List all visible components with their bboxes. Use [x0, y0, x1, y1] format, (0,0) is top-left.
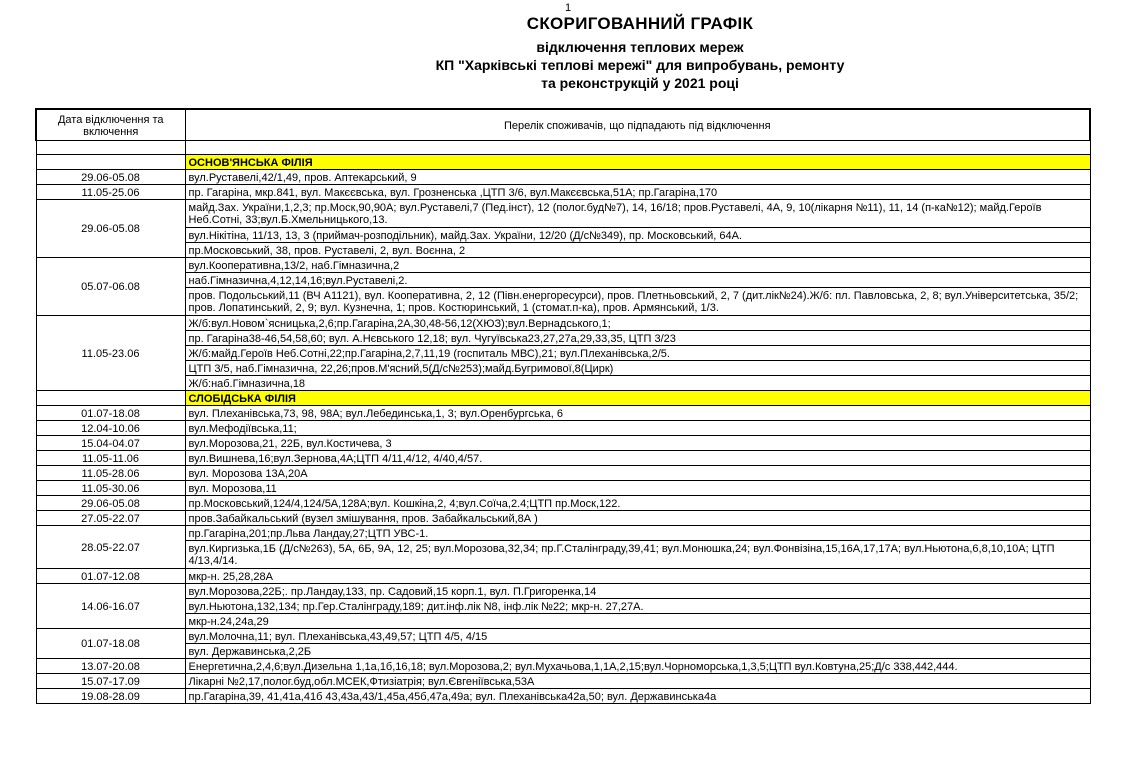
date-cell: 13.07-20.08	[36, 659, 185, 674]
document-subtitle-line-3: та реконструкцій у 2021 році	[541, 75, 739, 91]
table-row	[36, 481, 1090, 496]
date-cell: 19.08-28.09	[36, 689, 185, 704]
table-row	[36, 331, 1090, 346]
table-row	[36, 674, 1090, 689]
branch-name: ОСНОВ'ЯНСЬКА ФІЛІЯ	[185, 155, 1090, 170]
date-cell: 12.04-10.06	[36, 421, 185, 436]
branch-name: СЛОБІДСЬКА ФІЛІЯ	[185, 391, 1090, 406]
spacer-row	[36, 141, 1090, 155]
header-date: Дата відключення та включення	[36, 109, 185, 141]
consumers-cell: пр.Московський, 38, пров. Руставелі, 2, вул. Воєнна, 2	[185, 243, 1090, 258]
table-row	[36, 376, 1090, 391]
table-row	[36, 258, 1090, 273]
table-row	[36, 436, 1090, 451]
consumers-cell: Ж/б:вул.Новом`ясницька,2,6;пр.Гагаріна,2А,30,48-56,12(ХЮЗ);вул.Вернадського,1;	[185, 316, 1090, 331]
table-row	[36, 228, 1090, 243]
schedule-table	[35, 108, 1091, 704]
table-header-row	[36, 109, 1090, 141]
table-row	[36, 273, 1090, 288]
date-cell: 29.06-05.08	[36, 200, 185, 258]
table-row	[36, 689, 1090, 704]
date-cell: 11.05-11.06	[36, 451, 185, 466]
date-cell: 11.05-28.06	[36, 466, 185, 481]
table-row	[36, 629, 1090, 644]
table-row	[36, 361, 1090, 376]
date-cell: 15.07-17.09	[36, 674, 185, 689]
consumers-cell: вул. Державинська,2,2Б	[185, 644, 1090, 659]
date-cell: 27.05-22.07	[36, 511, 185, 526]
consumers-cell: мкр-н.24,24а,29	[185, 614, 1090, 629]
consumers-cell: вул.Ньютона,132,134; пр.Гер.Сталінграду,189; дит.інф.лік N8, інф.лік №22; мкр-н. 27,27А.	[185, 599, 1090, 614]
table-row	[36, 451, 1090, 466]
consumers-cell: пров.Забайкальський (вузел змішування, пров. Забайкальський,8А )	[185, 511, 1090, 526]
date-cell: 29.06-05.08	[36, 170, 185, 185]
table-row	[36, 659, 1090, 674]
consumers-cell: вул.Киргизька,1Б (Д/с№263), 5А, 6Б, 9А, 12, 25; вул.Морозова,32,34; пр.Г.Сталінграду,39,41; вул.Монюшка,24; вул.Фонвізіна,15,16А,17,17А; вул.Ньютона,6,8,10,10А; ЦТП 4/13,4/14.	[185, 541, 1090, 569]
consumers-cell: Ж/б:наб.Гімназична,18	[185, 376, 1090, 391]
consumers-cell: вул.Кооперативна,13/2, наб.Гімназична,2	[185, 258, 1090, 273]
document-subtitle-line-1: відключення теплових мереж	[536, 39, 744, 55]
date-cell: 01.07-18.08	[36, 406, 185, 421]
table-row	[36, 200, 1090, 228]
table-row	[36, 599, 1090, 614]
branch-row	[36, 391, 1090, 406]
consumers-cell: вул.Руставелі,42/1,49, пров. Аптекарський, 9	[185, 170, 1090, 185]
table-row	[36, 346, 1090, 361]
table-row	[36, 541, 1090, 569]
consumers-cell: наб.Гімназична,4,12,14,16;вул.Руставелі,2.	[185, 273, 1090, 288]
date-cell: 11.05-23.06	[36, 316, 185, 391]
consumers-cell: вул. Морозова,11	[185, 481, 1090, 496]
consumers-cell: Енергетична,2,4,6;вул.Дизельна 1,1а,1б,16,18; вул.Морозова,2; вул.Мухачьова,1,1А,2,15;вул.Чорноморська,1,3,5;ЦТП вул.Ковтуна,25;Д/с 338,442,444.	[185, 659, 1090, 674]
consumers-cell: вул. Морозова 13А,20А	[185, 466, 1090, 481]
table-row	[36, 584, 1090, 599]
consumers-cell: пр.Гагаріна,201;пр.Льва Ландау,27;ЦТП УВС-1.	[185, 526, 1090, 541]
consumers-cell: вул.Морозова,21, 22Б, вул.Костичева, 3	[185, 436, 1090, 451]
table-row	[36, 288, 1090, 316]
date-cell: 14.06-16.07	[36, 584, 185, 629]
consumers-cell: Ж/б:майд.Героїв Неб.Сотні,22;пр.Гагаріна,2,7,11,19 (госпиталь МВС),21; вул.Плеханівська,2/5.	[185, 346, 1090, 361]
consumers-cell: вул.Молочна,11; вул. Плеханівська,43,49,57; ЦТП 4/5, 4/15	[185, 629, 1090, 644]
table-row	[36, 614, 1090, 629]
date-cell: 05.07-06.08	[36, 258, 185, 316]
consumers-cell: вул.Мефодіївська,11;	[185, 421, 1090, 436]
table-row	[36, 406, 1090, 421]
document-subtitle-line-2: КП "Харківські теплові мережі" для випробувань, ремонту	[435, 57, 845, 73]
table-row	[36, 466, 1090, 481]
header-consumers: Перелік споживачів, що підпадають під відключення	[185, 109, 1090, 141]
table-row	[36, 526, 1090, 541]
consumers-cell: вул.Нікітіна, 11/13, 13, 3 (приймач-розподільник), майд.Зах. України, 12/20 (Д/с№349), пр. Московський, 64А.	[185, 228, 1090, 243]
date-cell: 15.04-04.07	[36, 436, 185, 451]
consumers-cell: пр. Гагаріна, мкр.841, вул. Макєєвська, вул. Грозненська ,ЦТП 3/6, вул.Макєєвська,51А; пр.Гагаріна,170	[185, 185, 1090, 200]
date-cell: 29.06-05.08	[36, 496, 185, 511]
consumers-cell: пров. Подольський,11 (ВЧ А1121), вул. Кооперативна, 2, 12 (Півн.енергоресурси), пров. Плетньовський, 2, 7 (дит.лік№24).Ж/б: пл. Павловська, 2, 8; вул.Університетська, 35/2; пров. Лопатинський, 2, 9; вул. Кузнечна, 1; пров. Костюринський, 1 (стомат.п-ка), пров. Армянський, 1/3.	[185, 288, 1090, 316]
table-row	[36, 644, 1090, 659]
consumers-cell: Лікарні №2,17,полог.буд,обл.МСЕК,Фтизіатрія; вул.Євгеніївська,53А	[185, 674, 1090, 689]
date-cell: 11.05-30.06	[36, 481, 185, 496]
consumers-cell: вул.Морозова,22Б;. пр.Ландау,133, пр. Садовий,15 корп.1, вул. П.Григоренка,14	[185, 584, 1090, 599]
branch-row	[36, 155, 1090, 170]
table-row	[36, 421, 1090, 436]
document-title: СКОРИГОВАННИЙ ГРАФІК	[526, 14, 754, 33]
table-row	[36, 170, 1090, 185]
consumers-cell: мкр-н. 25,28,28А	[185, 569, 1090, 584]
consumers-cell: пр.Московський,124/4,124/5А,128А;вул. Кошкіна,2, 4;вул.Соїча,2.4;ЦТП пр.Моск,122.	[185, 496, 1090, 511]
consumers-cell: вул. Плеханівська,73, 98, 98А; вул.Лебединська,1, 3; вул.Оренбургська, 6	[185, 406, 1090, 421]
date-cell: 28.05-22.07	[36, 526, 185, 569]
page-number: 1	[565, 2, 572, 14]
consumers-cell: пр. Гагаріна38-46,54,58,60; вул. А.Нєвського 12,18; вул. Чугуївська23,27,27а,29,33,35, ЦТП 3/23	[185, 331, 1090, 346]
table-row	[36, 496, 1090, 511]
table-row	[36, 569, 1090, 584]
table-row	[36, 511, 1090, 526]
consumers-cell: майд.Зах. України,1,2,3; пр.Моск,90,90А; вул.Руставелі,7 (Пед.інст), 12 (полог.буд№7), 14, 16/18; пров.Руставелі, 4А, 9, 10(лікарня №11), 11, 14 (п-ка№12); майд.Героїв Неб.Сотні, 33;вул.Б.Хмельницького,13.	[185, 200, 1090, 228]
date-cell: 11.05-25.06	[36, 185, 185, 200]
table-row	[36, 243, 1090, 258]
consumers-cell: пр.Гагаріна,39, 41,41а,41б 43,43а,43/1,45а,45б,47а,49а; вул. Плеханівська42а,50; вул. Державинська4а	[185, 689, 1090, 704]
table-row	[36, 316, 1090, 331]
consumers-cell: вул.Вишнева,16;вул.Зернова,4А;ЦТП 4/11,4/12, 4/40,4/57.	[185, 451, 1090, 466]
table-row	[36, 185, 1090, 200]
date-cell: 01.07-18.08	[36, 629, 185, 659]
date-cell: 01.07-12.08	[36, 569, 185, 584]
consumers-cell: ЦТП 3/5, наб.Гімназична, 22,26;пров.М'ясний,5(Д/с№253);майд.Бугримової,8(Цирк)	[185, 361, 1090, 376]
